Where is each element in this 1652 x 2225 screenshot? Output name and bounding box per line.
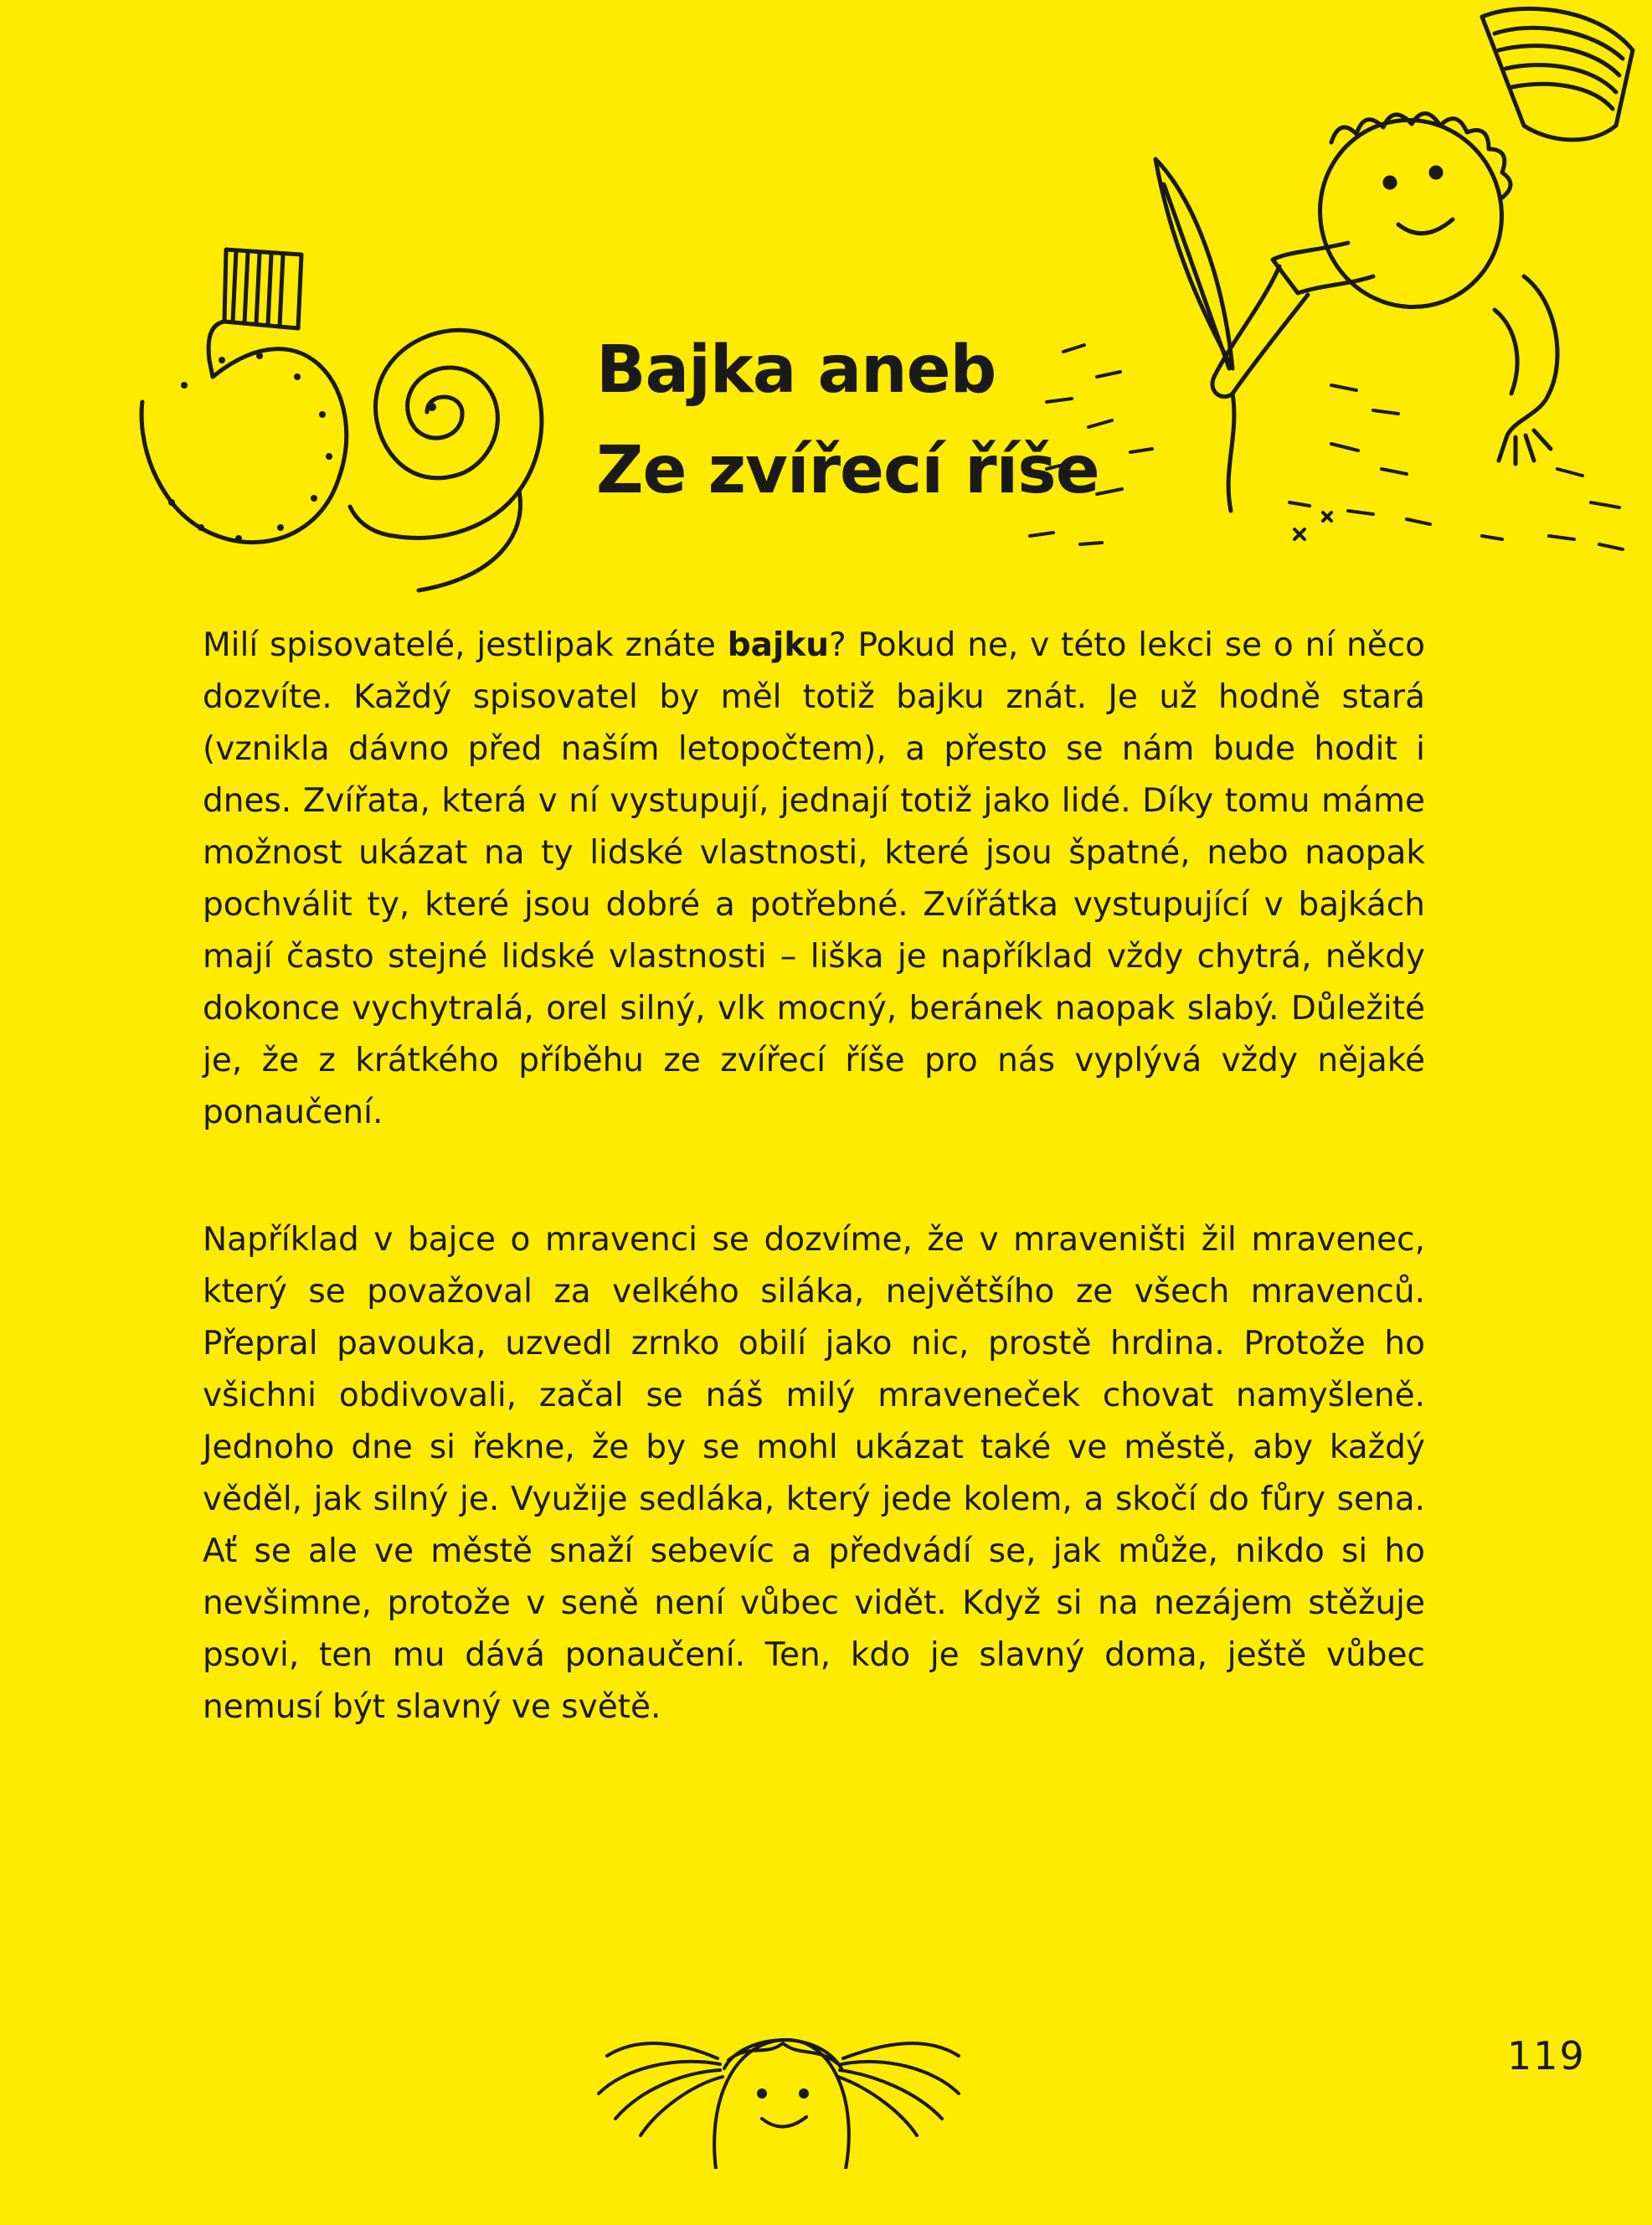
- boy-writing-with-quill-icon: [1013, 0, 1652, 578]
- intro-paragraph: [203, 620, 1425, 1139]
- title-line-1: Bajka aneb: [596, 332, 996, 408]
- page-number: 119: [1507, 2033, 1586, 2078]
- intro-text-end: ? Pokud ne, v této lekci se o ní něco dozvíte. Každý spisovatel by měl totiž bajku znát. Je už hodně stará (vznikla dávno před naším letopočtem), a přesto se nám bude hodit i dnes. Zvířata, která v ní vystupují, jednají totiž jako lidé. Díky tomu máme možnost ukázat na ty lidské vlastnosti, které jsou špatné, nebo naopak pochválit ty, které jsou dobré a potřebné. Zvířátka vystupující v bajkách mají často stejné lidské vlastnosti – liška je například vždy chytrá, někdy dokonce vychytralá, orel silný, vlk mocný, beránek naopak slabý. Důležité je, že z krátkého příběhu ze zvířecí říše pro nás vyplývá vždy nějaké ponaučení.: [203, 626, 1425, 1131]
- intro-text-start: Milí spisovatelé, jestlipak znáte: [203, 626, 728, 664]
- title-line-2: Ze zvířecí říše: [596, 433, 1099, 508]
- story-paragraph: Například v bajce o mravenci se dozvíme, že v mraveništi žil mravenec, který se považoval za velkého siláka, největšího ze všech mravenců. Přepral pavouka, uzvedl zrnko obilí jako nic, prostě hrdina. Protože ho všichni obdivovali, začal se náš milý mraveneček chovat namyšleně. Jednoho dne si řekne, že by se mohl ukázat také ve městě, aby každý věděl, jak silný je. Využije sedláka, který jede kolem, a skočí do fůry sena. Ať se ale ve městě snaží sebevíc a předvádí se, jak může, nikdo si ho nevšimne, protože v seně není vůbec vidět. Když si na nezájem stěžuje psovi, ten mu dává ponaučení. Ten, kdo je slavný doma, ještě vůbec nemusí být slavný ve světě.: [203, 1221, 1425, 1726]
- girl-face-icon: [590, 1976, 975, 2169]
- highlighted-word: bajku: [727, 626, 830, 664]
- number-59-doodle-icon: [126, 234, 594, 603]
